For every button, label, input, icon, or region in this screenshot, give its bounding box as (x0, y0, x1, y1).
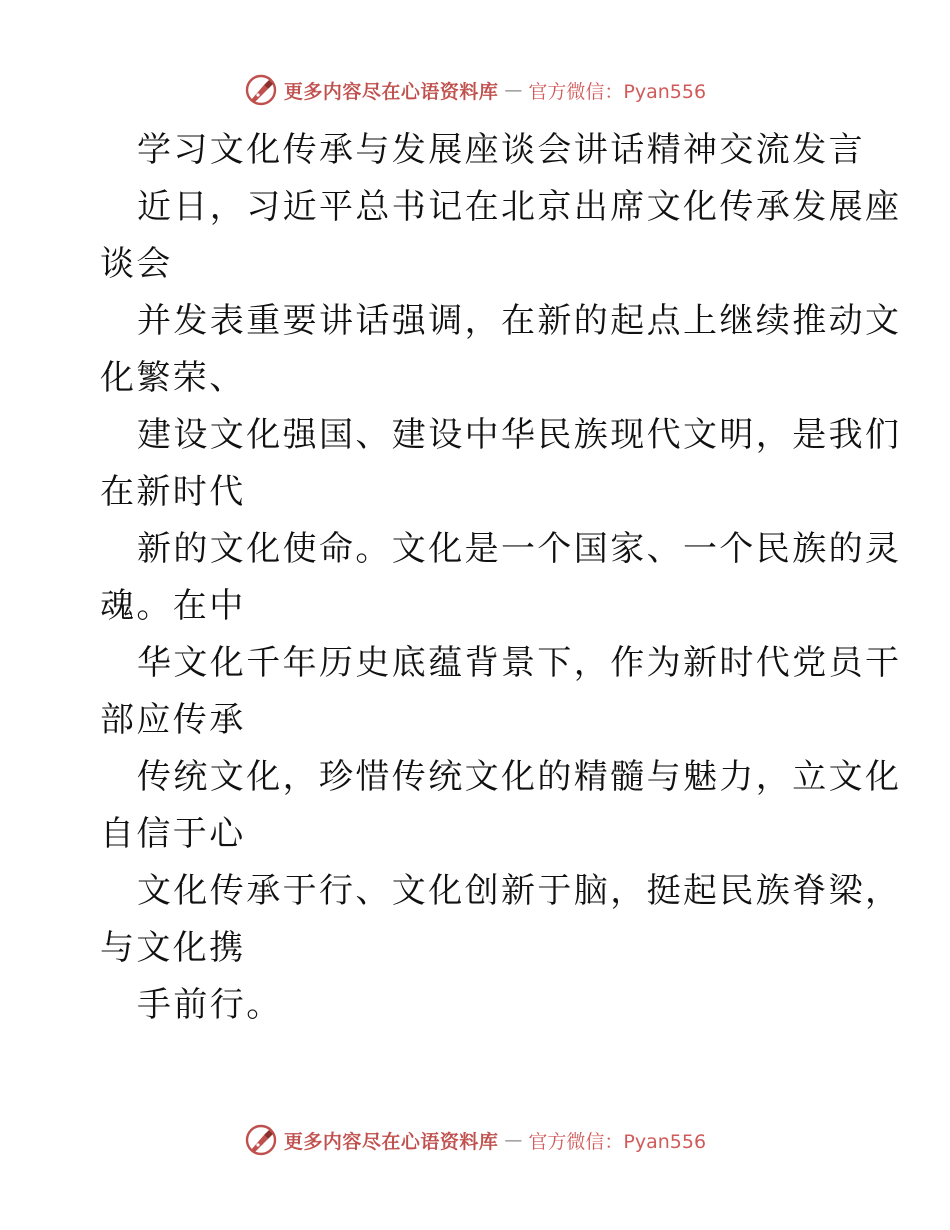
paragraph-line: 手前行。 (137, 985, 283, 1025)
paragraph-line: 传统文化，珍惜传统文化的精髓与魅力，立文化 (137, 757, 902, 797)
banner-separator: — (504, 1129, 523, 1151)
paragraph-line: 文化传承于行、文化创新于脑，挺起民族脊梁， (137, 871, 902, 911)
document-body (100, 122, 902, 1034)
banner-separator: — (504, 79, 523, 101)
paragraph-line: 新的文化使命。文化是一个国家、一个民族的灵 (137, 529, 902, 569)
paragraph-line: 并发表重要讲话强调，在新的起点上继续推动文 (137, 301, 902, 341)
document-title: 学习文化传承与发展座谈会讲话精神交流发言 (137, 130, 865, 170)
pen-logo-icon (244, 73, 278, 107)
banner-brand-text: 更多内容尽在心语资料库 (283, 1130, 499, 1153)
paragraph-line: 化繁荣、 (100, 358, 246, 398)
paragraph-line: 自信于心 (100, 814, 246, 854)
banner-wechat-text: 官方微信：Pyan556 (528, 80, 707, 103)
footer-banner (0, 1120, 950, 1160)
banner-wechat-text: 官方微信：Pyan556 (528, 1130, 707, 1153)
paragraph-line: 建设文化强国、建设中华民族现代文明，是我们 (137, 415, 902, 455)
paragraph-line: 近日，习近平总书记在北京出席文化传承发展座 (137, 187, 902, 227)
paragraph-line: 部应传承 (100, 700, 246, 740)
paragraph-line: 华文化千年历史底蕴背景下，作为新时代党员干 (137, 643, 902, 683)
paragraph-line: 在新时代 (100, 472, 246, 512)
paragraph-line: 魂。在中 (100, 586, 246, 626)
paragraph-line: 与文化携 (100, 928, 246, 968)
header-banner (0, 70, 950, 110)
pen-logo-icon (244, 1123, 278, 1157)
banner-brand-text: 更多内容尽在心语资料库 (283, 80, 499, 103)
paragraph-line: 谈会 (100, 244, 173, 284)
